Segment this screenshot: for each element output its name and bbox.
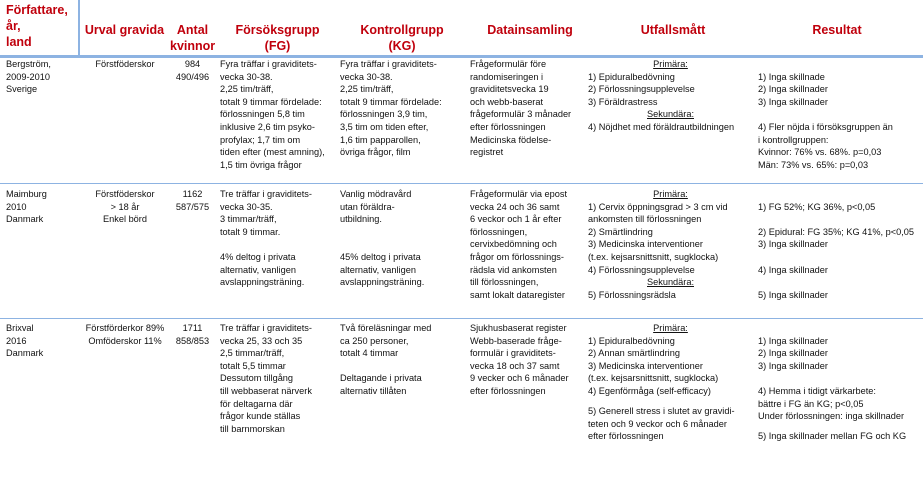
row-2-outcome-line: (t.ex. kejsarsnittsnitt, sugklocka) xyxy=(588,252,719,262)
row-2-kg-line: 45% deltog i privata xyxy=(340,252,421,262)
row-2-result-line: 2) Epidural: FG 35%; KG 41%, p<0,05 xyxy=(758,226,915,237)
row-3-outcome-line: Primära: xyxy=(653,323,688,333)
row-2-outcome-line: 1) Cervix öppningsgrad > 3 cm vid xyxy=(588,201,728,212)
row-1-kg-line: Fyra träffar i graviditets- xyxy=(340,59,437,69)
row-2-sample-line: > 18 år xyxy=(110,201,140,212)
header-author-line: land xyxy=(6,35,32,49)
row-2-author-line: 2010 xyxy=(6,201,27,212)
row-3-outcome-line: 5) Generell stress i slutet av gravidi- xyxy=(588,406,735,417)
row-3-kg-line: ca 250 personer, xyxy=(340,335,409,346)
row-2-outcome-line: 3) Medicinska interventioner xyxy=(588,239,703,250)
row-3-result-line: 3) Inga skillnader xyxy=(758,360,828,371)
row-3-data-line: Webb-baserade fråge- xyxy=(470,335,562,346)
row-1-outcome-line: Sekundära: xyxy=(647,109,694,120)
row-1-count-line: 490/496 xyxy=(175,71,210,82)
row-3-fg-line: till barnmorskan xyxy=(220,423,285,434)
header-result xyxy=(757,22,917,77)
row-1-fg-line: 1,5 tim övriga frågor xyxy=(220,159,302,170)
row-3-author-line: Danmark xyxy=(6,348,44,359)
row-1-author-line: Sverige xyxy=(6,84,38,95)
row-3-data-line: Sjukhusbaserat register xyxy=(470,323,567,333)
row-3-fg-line: Tre träffar i graviditets- xyxy=(220,323,312,333)
row-3-outcome-line: 4) Egenförmåga (self-efficacy) xyxy=(588,386,711,396)
row-2-data-line: 6 veckor och 1 år efter xyxy=(470,214,562,225)
row-1-fg-line: inklusive 2,6 tim psyko- xyxy=(220,122,315,132)
row-1-data-line: frågeformulär 3 månader xyxy=(470,109,572,120)
row-3-fg-line: frågor kunde ställas xyxy=(220,411,301,422)
row-2-data-line: frågor om förlossnings- xyxy=(470,252,564,262)
header-outcome-line: Utfallsmått xyxy=(640,23,706,37)
row-3-fg-line: till webbaserat närverk xyxy=(220,386,312,396)
row-1-outcome-line: 1) Epiduralbedövning xyxy=(588,71,675,82)
row-1-author-line: 2009-2010 xyxy=(6,71,50,82)
row-2-data-line: vecka 24 och 36 samt xyxy=(470,201,560,212)
row-1-kg-line: 2,25 tim/träff, xyxy=(340,84,394,95)
header-kg-line: Kontrollgrupp xyxy=(360,23,444,37)
row-1-data-line: och webb-baserat xyxy=(470,96,544,107)
row-3-outcome-line: 1) Epiduralbedövning xyxy=(588,335,675,346)
row-1-outcome-line: 4) Nöjdhet med föräldrautbildningen xyxy=(588,122,735,132)
row-2-fg-line: vecka 30-35. xyxy=(220,201,273,212)
row-1-result-line: Kvinnor: 76% vs. 68%. p=0,03 xyxy=(758,147,882,158)
row-3-author-line: Brixval xyxy=(6,323,34,333)
row-1-fg-line: Fyra träffar i graviditets- xyxy=(220,59,317,69)
row-3-outcome-line: efter förlossningen xyxy=(588,431,664,442)
row-2-outcome-line: Primära: xyxy=(653,189,688,199)
row-2-result-line: 5) Inga skillnader xyxy=(758,289,828,300)
row-2-sample-line: Förstföderskor xyxy=(95,189,155,199)
row-1-kg-line: förlossningen 3,9 tim, xyxy=(340,109,428,120)
row-1-sample-line: Förstföderskor xyxy=(95,59,155,69)
row-3-author-line: 2016 xyxy=(6,335,27,346)
row-1-result-line: i kontrollgruppen: xyxy=(758,134,829,145)
row-2-data-line: förlossningen, xyxy=(470,226,528,237)
row-1-count-line: 984 xyxy=(184,59,201,69)
row-3-outcome-line: (t.ex. kejsarsnittsnitt, sugklocka) xyxy=(588,373,719,384)
row-1-fg-line: profylax; 1,7 tim om xyxy=(220,134,301,145)
row-1-kg-line: totalt 9 timmar fördelade: xyxy=(340,96,442,107)
row-3-result-line: 2) Inga skillnader xyxy=(758,348,828,359)
row-1-kg-line: övriga frågor, film xyxy=(340,147,411,158)
row-1-data-line: Medicinska födelse- xyxy=(470,134,552,145)
row-2-kg-line: utbildning. xyxy=(340,214,382,225)
row-2-outcome-line: 4) Förlossningsupplevelse xyxy=(588,264,695,275)
row-1-outcome-line: 3) Föräldrastress xyxy=(588,96,658,107)
row-3-count-line: 1711 xyxy=(182,323,203,333)
row-2-kg-line: utan föräldra- xyxy=(340,201,395,212)
row-3-outcome-line: teten och 9 veckor och 6 månader xyxy=(588,418,727,429)
row-3-outcome-line: 3) Medicinska interventioner xyxy=(588,360,703,371)
row-1-kg-line: vecka 30-38. xyxy=(340,71,393,82)
header-kg-line: (KG) xyxy=(388,39,416,53)
row-3-fg-line: för deltagarna där xyxy=(220,398,293,409)
row-2-outcome-line: Sekundära: xyxy=(647,277,694,288)
row-divider xyxy=(0,183,923,184)
row-3-fg-line: Dessutom tillgång xyxy=(220,373,294,384)
row-3-fg-line: totalt 5,5 timmar xyxy=(220,360,286,371)
row-3-data-line: vecka 18 och 37 samt xyxy=(470,360,560,371)
row-3-outcome-line: 2) Annan smärtlindring xyxy=(588,348,680,359)
row-3-fg-line: vecka 25, 33 och 35 xyxy=(220,335,303,346)
row-3-data-line: formulär i graviditets- xyxy=(470,348,556,359)
row-1-kg-line: 1,6 tim papparollen, xyxy=(340,134,421,145)
row-2-outcome-line: 2) Smärtlindring xyxy=(588,226,653,237)
row-3-kg-line: alternativ tillåten xyxy=(340,386,407,396)
row-3-result-line: 5) Inga skillnader mellan FG och KG xyxy=(758,431,907,442)
row-3-kg-line: totalt 4 timmar xyxy=(340,348,399,359)
row-3-kg-line: Deltagande i privata xyxy=(340,373,422,384)
row-2-fg-line: alternativ, vanligen xyxy=(220,264,296,275)
row-2-result-line: 1) FG 52%; KG 36%, p<0,05 xyxy=(758,201,876,212)
row-2-fg-line: 3 timmar/träff, xyxy=(220,214,277,225)
row-1-result-line: 3) Inga skillnader xyxy=(758,96,828,107)
column-divider xyxy=(78,0,80,58)
header-count-line: kvinnor xyxy=(170,39,216,53)
row-2-kg-line: Vanlig mödravård xyxy=(340,189,412,199)
header-sample-line: Urval gravida xyxy=(84,23,165,37)
row-1-fg-line: totalt 9 timmar fördelade: xyxy=(220,96,322,107)
row-3-result-line: Under förlossningen: inga skillnader xyxy=(758,411,905,422)
row-3-kg-line: Två föreläsningar med xyxy=(340,323,432,333)
row-2-outcome-line: ankomsten till förlossningen xyxy=(588,214,702,225)
row-3-sample-line: Omföderskor 11% xyxy=(88,335,162,346)
row-2-fg-line: 4% deltog i privata xyxy=(220,252,296,262)
row-2-fg-line: avslappningsträning. xyxy=(220,277,305,288)
header-fg-line: (FG) xyxy=(264,39,291,53)
row-2-kg-line: alternativ, vanligen xyxy=(340,264,416,275)
row-1-data-line: randomiseringen i xyxy=(470,71,544,82)
row-1-outcome-line: Primära: xyxy=(653,59,688,69)
row-2-data-line: rädsla vid ankomsten xyxy=(470,264,557,275)
row-2-count-line: 587/575 xyxy=(175,201,210,212)
row-3-data-line: 9 vecker och 6 månader xyxy=(470,373,569,384)
row-1-result-line: 1) Inga skillnade xyxy=(758,71,825,82)
row-3-result-line: 1) Inga skillnader xyxy=(758,335,828,346)
row-1-result-line: 2) Inga skillnader xyxy=(758,84,828,95)
row-1-result-line: Män: 73% vs. 65%: p=0,03 xyxy=(758,159,869,170)
row-2-data-line: samt lokalt dataregister xyxy=(470,289,565,300)
header-data-line: Datainsamling xyxy=(487,23,573,37)
row-2-data-line: cervixbedömning och xyxy=(470,239,557,250)
row-divider xyxy=(0,318,923,319)
row-3-result-line: 4) Hemma i tidigt värkarbete: xyxy=(758,386,876,396)
row-2-fg-line: Tre träffar i graviditets- xyxy=(220,189,312,199)
row-2-count-line: 1162 xyxy=(182,189,203,199)
header-result-line: Resultat xyxy=(812,23,862,37)
row-2-data-line: Frågeformulär via epost xyxy=(470,189,568,199)
row-2-outcome-line: 5) Förlossningsrädsla xyxy=(588,289,676,300)
row-3-fg-line: 2,5 timmar/träff, xyxy=(220,348,285,359)
row-1-result-line: 4) Fler nöjda i försöksgruppen än xyxy=(758,122,893,132)
header-fg-line: Försöksgrupp xyxy=(235,23,320,37)
header-count-line: Antal xyxy=(176,23,209,37)
row-2-sample-line: Enkel börd xyxy=(103,214,147,225)
row-3-count-line: 858/853 xyxy=(175,335,210,346)
row-3-result-line: bättre i FG än KG; p<0,05 xyxy=(758,398,864,409)
row-1-outcome-line: 2) Förlossningsupplevelse xyxy=(588,84,695,95)
row-1-author-line: Bergström, xyxy=(6,59,51,69)
row-2-author-line: Danmark xyxy=(6,214,44,225)
row-1-data-line: graviditetsvecka 19 xyxy=(470,84,549,95)
row-1-fg-line: 2,25 tim/träff, xyxy=(220,84,274,95)
row-2-result-line: 3) Inga skillnader xyxy=(758,239,828,250)
row-1-data-line: Frågeformulär före xyxy=(470,59,547,69)
row-1-data-line: registret xyxy=(470,147,504,158)
header-author-line: Författare, xyxy=(6,3,68,17)
header-author-line: år, xyxy=(6,19,21,33)
row-1-data-line: efter förlossningen xyxy=(470,122,546,132)
row-2-result-line: 4) Inga skillnader xyxy=(758,264,828,275)
row-2-fg-line: totalt 9 timmar. xyxy=(220,226,281,237)
header-author xyxy=(6,2,76,57)
row-2-kg-line: avslappningsträning. xyxy=(340,277,425,288)
row-2-author-line: Maimburg xyxy=(6,189,47,199)
row-1-fg-line: vecka 30-38. xyxy=(220,71,273,82)
row-1-fg-line: tiden efter (mest amning), xyxy=(220,147,325,158)
row-3-sample-line: Förstförderkor 89% xyxy=(85,323,165,333)
row-1-kg-line: 3,5 tim om tiden efter, xyxy=(340,122,429,132)
row-2-data-line: till förlossningen, xyxy=(470,277,539,288)
row-1-fg-line: förlossningen 5,8 tim xyxy=(220,109,305,120)
row-3-data-line: efter förlossningen xyxy=(470,386,546,396)
